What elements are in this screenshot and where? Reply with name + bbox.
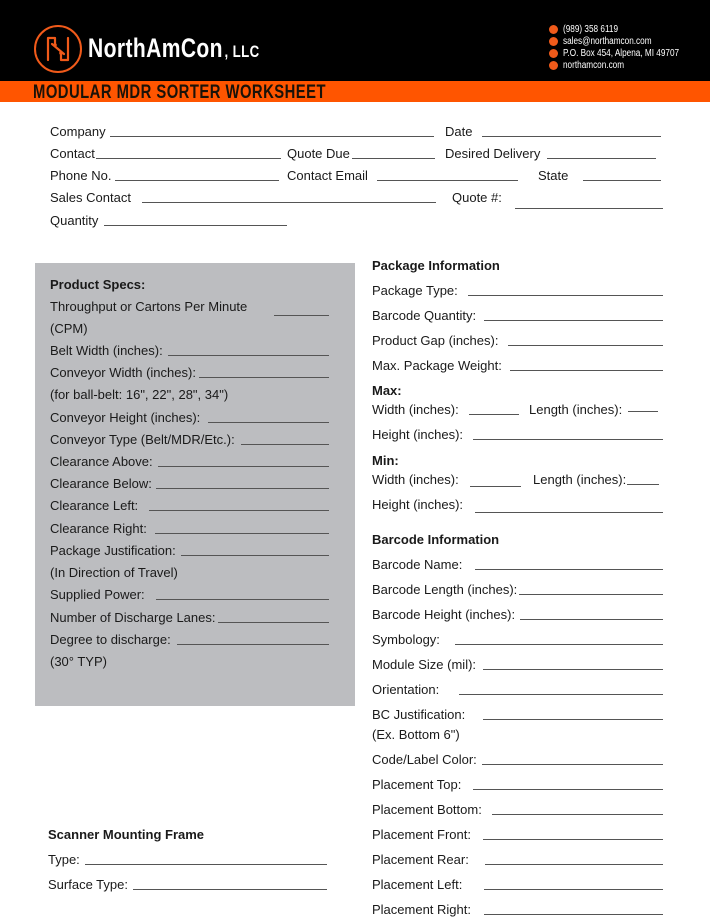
bc-justification-note: (Ex. Bottom 6") bbox=[372, 727, 460, 742]
placement-bottom-field[interactable] bbox=[372, 802, 663, 817]
package-info-heading: Package Information bbox=[372, 258, 500, 273]
phone-input-line[interactable] bbox=[115, 180, 279, 181]
clearance-left-label: Clearance Left: bbox=[50, 498, 139, 513]
barcode-name-field[interactable] bbox=[372, 557, 663, 572]
package-type-label: Package Type: bbox=[372, 283, 458, 298]
conveyor-width-input-line[interactable] bbox=[199, 377, 329, 378]
min-length-field[interactable] bbox=[533, 472, 659, 487]
frame-type-label: Type: bbox=[48, 852, 80, 867]
frame-type-field[interactable] bbox=[48, 852, 327, 867]
company-label: Company bbox=[50, 124, 106, 139]
quote-number-field[interactable] bbox=[452, 190, 502, 205]
contact-field[interactable] bbox=[50, 146, 281, 161]
conveyor-height-input-line[interactable] bbox=[208, 422, 329, 423]
state-field[interactable] bbox=[538, 168, 661, 183]
clearance-above-field[interactable] bbox=[50, 454, 329, 469]
clearance-below-input-line[interactable] bbox=[156, 488, 329, 489]
company-input-line[interactable] bbox=[110, 136, 434, 137]
phone-label: Phone No. bbox=[50, 168, 112, 183]
conveyor-width-note: (for ball-belt: 16", 22", 28", 34") bbox=[50, 387, 229, 402]
min-length-input-line[interactable] bbox=[627, 484, 659, 485]
belt-width-field[interactable] bbox=[50, 343, 329, 358]
desired-delivery-label: Desired Delivery bbox=[445, 146, 541, 161]
degree-discharge-note: (30° TYP) bbox=[50, 654, 107, 669]
package-justification-input-line[interactable] bbox=[181, 555, 329, 556]
contact-label: Contact bbox=[50, 146, 95, 161]
clearance-below-field[interactable] bbox=[50, 476, 329, 491]
desired-delivery-field[interactable] bbox=[445, 146, 656, 161]
contact-website[interactable] bbox=[549, 59, 705, 71]
barcode-quantity-input-line[interactable] bbox=[484, 320, 663, 321]
max-weight-input-line[interactable] bbox=[510, 370, 663, 371]
min-width-input-line[interactable] bbox=[470, 486, 521, 487]
title-band bbox=[0, 81, 710, 102]
placement-rear-field[interactable] bbox=[372, 852, 663, 867]
page-title: MODULAR MDR SORTER WORKSHEET bbox=[33, 82, 327, 103]
quantity-field[interactable] bbox=[50, 213, 287, 228]
module-size-label: Module Size (mil): bbox=[372, 657, 477, 672]
envelope-icon bbox=[549, 37, 558, 46]
package-justification-label: Package Justification: bbox=[50, 543, 176, 558]
max-width-input-line[interactable] bbox=[469, 414, 519, 415]
product-gap-label: Product Gap (inches): bbox=[372, 333, 499, 348]
sales-contact-field[interactable] bbox=[50, 190, 436, 205]
sales-contact-label: Sales Contact bbox=[50, 190, 131, 205]
belt-width-label: Belt Width (inches): bbox=[50, 343, 163, 358]
max-height-label: Height (inches): bbox=[372, 427, 464, 442]
max-length-input-line[interactable] bbox=[628, 411, 658, 412]
phone-text: (989) 358 6119 bbox=[563, 23, 619, 35]
label-color-label: Code/Label Color: bbox=[372, 752, 477, 767]
barcode-length-label: Barcode Length (inches): bbox=[372, 582, 518, 597]
throughput-input-line[interactable] bbox=[274, 315, 329, 316]
max-length-label: Length (inches): bbox=[529, 402, 623, 417]
quote-due-input-line[interactable] bbox=[352, 158, 435, 159]
placement-right-label: Placement Right: bbox=[372, 902, 471, 917]
conveyor-height-label: Conveyor Height (inches): bbox=[50, 410, 201, 425]
quote-number-input-line[interactable] bbox=[515, 208, 663, 209]
product-gap-field[interactable] bbox=[372, 333, 663, 348]
surface-type-field[interactable] bbox=[48, 877, 327, 892]
brand-con: Con bbox=[180, 33, 223, 63]
barcode-height-label: Barcode Height (inches): bbox=[372, 607, 516, 622]
max-weight-field[interactable] bbox=[372, 358, 663, 373]
product-gap-input-line[interactable] bbox=[508, 345, 663, 346]
website-text[interactable]: northamcon.com bbox=[563, 59, 625, 71]
placement-rear-input-line[interactable] bbox=[485, 864, 663, 865]
throughput-label: Throughput or Cartons Per Minute bbox=[50, 299, 248, 314]
quote-number-label: Quote #: bbox=[452, 190, 502, 205]
conveyor-height-field[interactable] bbox=[50, 410, 329, 425]
placement-front-input-line[interactable] bbox=[483, 839, 663, 840]
placement-front-label: Placement Front: bbox=[372, 827, 471, 842]
clearance-right-field[interactable] bbox=[50, 521, 329, 536]
contact-input-line[interactable] bbox=[96, 158, 281, 159]
clearance-below-label: Clearance Below: bbox=[50, 476, 152, 491]
phone-icon bbox=[549, 25, 558, 34]
date-field[interactable] bbox=[445, 124, 661, 139]
min-height-input-line[interactable] bbox=[475, 512, 663, 513]
degree-discharge-label: Degree to discharge: bbox=[50, 632, 171, 647]
placement-front-field[interactable] bbox=[372, 827, 663, 842]
conveyor-width-field[interactable] bbox=[50, 365, 329, 380]
max-length-field[interactable] bbox=[529, 402, 658, 417]
discharge-lanes-input-line[interactable] bbox=[218, 622, 329, 623]
placement-left-label: Placement Left: bbox=[372, 877, 463, 892]
barcode-info-heading: Barcode Information bbox=[372, 532, 500, 547]
label-color-input-line[interactable] bbox=[482, 764, 663, 765]
contact-email-field[interactable] bbox=[287, 168, 518, 183]
frame-type-input-line[interactable] bbox=[85, 864, 327, 865]
contact-email-label: Contact Email bbox=[287, 168, 368, 183]
symbology-input-line[interactable] bbox=[455, 644, 663, 645]
orientation-label: Orientation: bbox=[372, 682, 440, 697]
barcode-quantity-label: Barcode Quantity: bbox=[372, 308, 477, 323]
clearance-left-field[interactable] bbox=[50, 498, 329, 513]
min-height-label: Height (inches): bbox=[372, 497, 464, 512]
degree-discharge-field[interactable] bbox=[50, 632, 329, 647]
bc-justification-label: BC Justification: bbox=[372, 707, 466, 722]
package-type-input-line[interactable] bbox=[468, 295, 663, 296]
date-input-line[interactable] bbox=[482, 136, 661, 137]
max-heading: Max: bbox=[372, 383, 402, 398]
placement-top-label: Placement Top: bbox=[372, 777, 462, 792]
barcode-name-input-line[interactable] bbox=[475, 569, 663, 570]
package-justification-field[interactable] bbox=[50, 543, 329, 558]
brand-north: North bbox=[88, 33, 147, 63]
contact-email[interactable] bbox=[549, 35, 705, 47]
desired-delivery-input-line[interactable] bbox=[547, 158, 656, 159]
email-text[interactable]: sales@northamcon.com bbox=[563, 35, 652, 47]
discharge-lanes-label: Number of Discharge Lanes: bbox=[50, 610, 216, 625]
quote-due-field[interactable] bbox=[287, 146, 435, 161]
module-size-field[interactable] bbox=[372, 657, 663, 672]
barcode-length-input-line[interactable] bbox=[519, 594, 663, 595]
degree-discharge-input-line[interactable] bbox=[177, 644, 329, 645]
placement-top-field[interactable] bbox=[372, 777, 663, 792]
product-specs-heading: Product Specs: bbox=[50, 277, 146, 292]
supplied-power-label: Supplied Power: bbox=[50, 587, 145, 602]
placement-bottom-input-line[interactable] bbox=[492, 814, 663, 815]
state-label: State bbox=[538, 168, 569, 183]
clearance-above-label: Clearance Above: bbox=[50, 454, 153, 469]
module-size-input-line[interactable] bbox=[483, 669, 663, 670]
max-width-label: Width (inches): bbox=[372, 402, 459, 417]
min-heading: Min: bbox=[372, 453, 399, 468]
contact-email-input-line[interactable] bbox=[377, 180, 518, 181]
contact-info bbox=[549, 23, 705, 71]
placement-right-field[interactable] bbox=[372, 902, 663, 917]
brand-am: Am bbox=[146, 33, 181, 63]
orientation-input-line[interactable] bbox=[459, 694, 663, 695]
barcode-quantity-field[interactable] bbox=[372, 308, 663, 323]
contact-address bbox=[549, 47, 705, 59]
package-type-field[interactable] bbox=[372, 283, 663, 298]
orientation-field[interactable] bbox=[372, 682, 663, 697]
placement-bottom-label: Placement Bottom: bbox=[372, 802, 482, 817]
quantity-label: Quantity bbox=[50, 213, 99, 228]
package-justification-note: (In Direction of Travel) bbox=[50, 565, 178, 580]
surface-type-input-line[interactable] bbox=[133, 889, 327, 890]
letterhead-header bbox=[0, 0, 710, 81]
sales-contact-input-line[interactable] bbox=[142, 202, 436, 203]
quantity-input-line[interactable] bbox=[104, 225, 287, 226]
location-pin-icon bbox=[549, 49, 558, 58]
min-length-label: Length (inches): bbox=[533, 472, 627, 487]
northamcon-logo-icon bbox=[33, 24, 83, 74]
clearance-left-input-line[interactable] bbox=[149, 510, 329, 511]
conveyor-type-label: Conveyor Type (Belt/MDR/Etc.): bbox=[50, 432, 235, 447]
contact-phone bbox=[549, 23, 705, 35]
conveyor-type-input-line[interactable] bbox=[241, 444, 329, 445]
bc-justification-input-line[interactable] bbox=[483, 719, 663, 720]
placement-left-field[interactable] bbox=[372, 877, 663, 892]
conveyor-width-label: Conveyor Width (inches): bbox=[50, 365, 196, 380]
placement-left-input-line[interactable] bbox=[484, 889, 663, 890]
max-height-field[interactable] bbox=[372, 427, 663, 442]
discharge-lanes-field[interactable] bbox=[50, 610, 329, 625]
max-width-field[interactable] bbox=[372, 402, 519, 417]
supplied-power-input-line[interactable] bbox=[156, 599, 329, 600]
symbology-field[interactable] bbox=[372, 632, 663, 647]
state-input-line[interactable] bbox=[583, 180, 661, 181]
placement-rear-label: Placement Rear: bbox=[372, 852, 469, 867]
phone-field[interactable] bbox=[50, 168, 279, 183]
date-label: Date bbox=[445, 124, 473, 139]
belt-width-input-line[interactable] bbox=[168, 355, 329, 356]
placement-top-input-line[interactable] bbox=[473, 789, 663, 790]
clearance-right-input-line[interactable] bbox=[155, 533, 329, 534]
barcode-name-label: Barcode Name: bbox=[372, 557, 463, 572]
brand-suffix: , LLC bbox=[224, 42, 260, 61]
label-color-field[interactable] bbox=[372, 752, 663, 767]
bc-justification-field[interactable] bbox=[372, 707, 663, 722]
address-text: P.O. Box 454, Alpena, MI 49707 bbox=[563, 47, 680, 59]
company-field[interactable] bbox=[50, 124, 434, 139]
clearance-right-label: Clearance Right: bbox=[50, 521, 147, 536]
barcode-height-input-line[interactable] bbox=[520, 619, 663, 620]
scanner-frame-heading: Scanner Mounting Frame bbox=[48, 827, 205, 842]
surface-type-label: Surface Type: bbox=[48, 877, 128, 892]
supplied-power-field[interactable] bbox=[50, 587, 329, 602]
clearance-above-input-line[interactable] bbox=[158, 466, 329, 467]
symbology-label: Symbology: bbox=[372, 632, 440, 647]
max-weight-label: Max. Package Weight: bbox=[372, 358, 502, 373]
quote-due-label: Quote Due bbox=[287, 146, 350, 161]
min-width-label: Width (inches): bbox=[372, 472, 459, 487]
conveyor-type-field[interactable] bbox=[50, 432, 329, 447]
barcode-length-field[interactable] bbox=[372, 582, 663, 597]
globe-icon bbox=[549, 61, 558, 70]
company-name bbox=[88, 33, 260, 64]
placement-right-input-line[interactable] bbox=[484, 914, 663, 915]
throughput-note: (CPM) bbox=[50, 321, 88, 336]
max-height-input-line[interactable] bbox=[473, 439, 663, 440]
barcode-height-field[interactable] bbox=[372, 607, 663, 622]
